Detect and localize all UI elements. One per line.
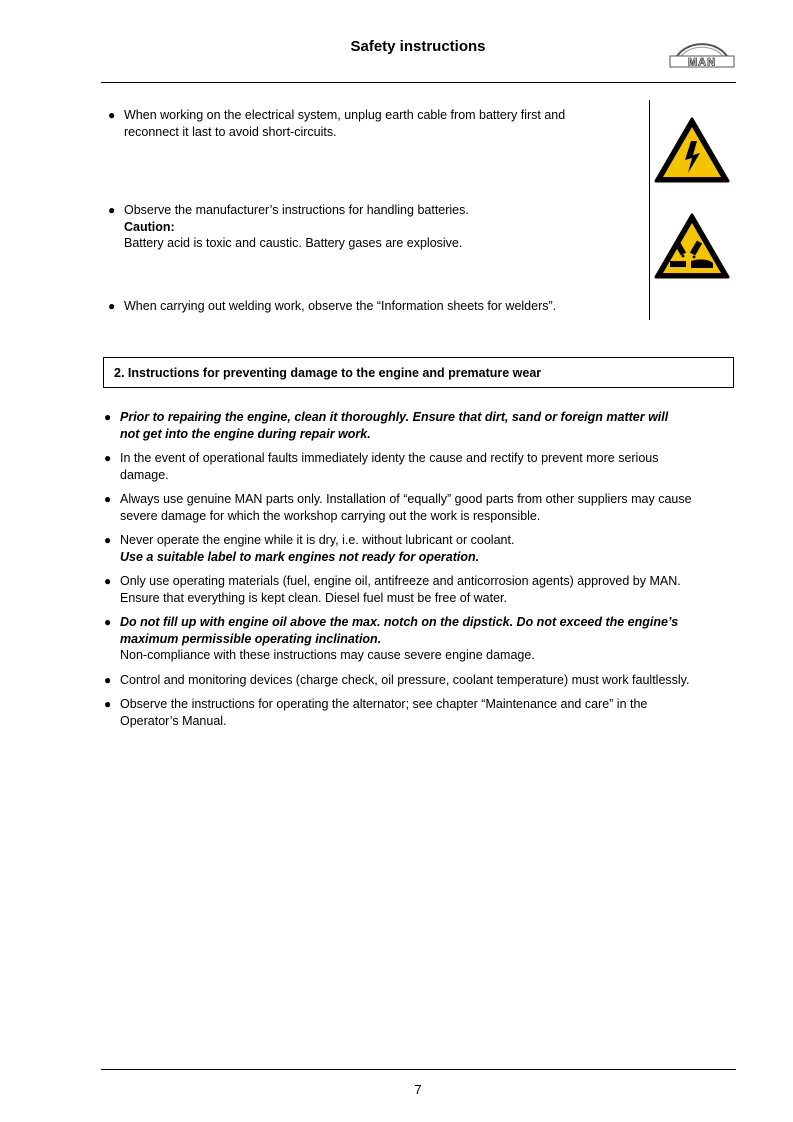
caution-label: Caution: <box>124 219 175 234</box>
high-voltage-warning-icon <box>653 115 731 185</box>
list-item: ● In the event of operational faults immediately identy the cause and rectify to prevent more serious damage. <box>104 451 659 482</box>
list-item: ● Only use operating materials (fuel, engine oil, antifreeze and anticorrosion agents) approved by MAN. Ensure that everything is kept clean. Diesel fuel must be free of water. <box>104 574 681 605</box>
bullet: ● <box>104 451 112 465</box>
man-logo <box>668 32 736 68</box>
list-item: ● Control and monitoring devices (charge check, oil pressure, coolant temperature) must work faultlessly. <box>104 672 690 687</box>
bullet: ● <box>104 672 112 687</box>
vertical-divider <box>649 100 650 320</box>
list-item-welding: ● When carrying out welding work, observe the “Information sheets for welders”. <box>108 299 557 313</box>
corrosive-warning-icon <box>653 211 731 281</box>
list-item: ● Always use genuine MAN parts only. Installation of “equally” good parts from other suppliers may cause severe damage for which the workshop carrying out the work is responsible. <box>104 492 692 523</box>
list-item-electrical: ● When working on the electrical system, unplug earth cable from battery first and reconnect it last to avoid short-circuits. <box>108 108 566 139</box>
footer-rule <box>101 1069 736 1070</box>
bullet: ● <box>104 410 112 424</box>
list-item: ● Prior to repairing the engine, clean it thoroughly. Ensure that dirt, sand or foreign matter will not get into the engine during repair work. <box>104 410 669 441</box>
bullet: ● <box>108 203 116 217</box>
bullet: ● <box>104 697 112 711</box>
bullet: ● <box>104 533 112 547</box>
man-logo-text: MAN <box>687 56 717 68</box>
page-title: Safety instructions <box>350 38 486 55</box>
bullet: ● <box>104 574 112 588</box>
bullet: ● <box>108 299 116 313</box>
list-item: ● Observe the instructions for operating the alternator; see chapter “Maintenance and care” in the Operator’s Manual. <box>104 697 648 728</box>
list-item: ● Never operate the engine while it is dry, i.e. without lubricant or coolant. Use a suitable label to mark engines not ready for operation. <box>104 533 515 564</box>
header-rule <box>101 82 736 83</box>
list-item: ● Do not fill up with engine oil above the max. notch on the dipstick. Do not exceed the engine’s maximum permissible operating inclination. Non-compliance with these instructions may cause severe engine damage. <box>104 615 679 662</box>
page-number: 7 <box>414 1082 422 1097</box>
list-item-batteries: ● Observe the manufacturer’s instructions for handling batteries. Caution: Battery acid is toxic and caustic. Battery gases are explosive. <box>108 202 628 252</box>
bullet: ● <box>108 108 116 122</box>
section-2-title: 2. Instructions for preventing damage to the engine and premature wear <box>114 366 542 380</box>
bullet: ● <box>104 615 112 629</box>
section-2-list <box>104 409 744 737</box>
bullet: ● <box>104 492 112 506</box>
section-2-header <box>103 357 734 388</box>
